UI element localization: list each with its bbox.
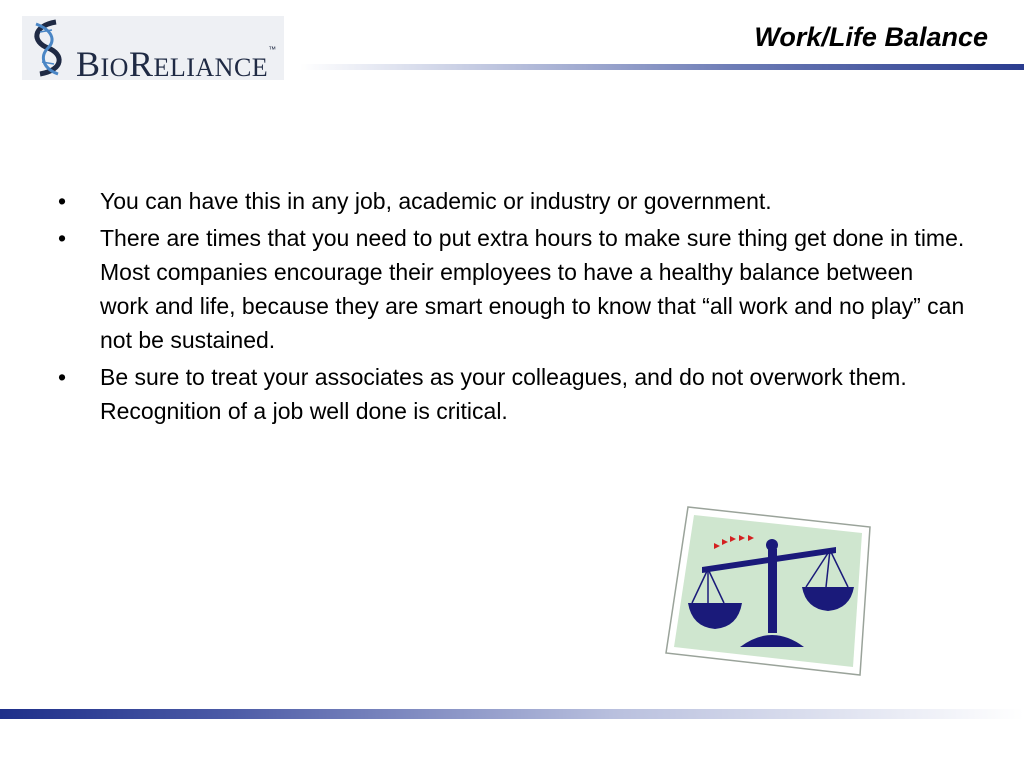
balance-scale-icon: [664, 505, 876, 677]
bullet-item: [58, 184, 968, 218]
bullet-marker: •: [58, 364, 67, 390]
logo-trademark: ™: [268, 45, 277, 54]
footer-divider: [0, 709, 1024, 719]
bullet-text: There are times that you need to put extra hours to make sure thing get done in time. Most companies encourage their employees to have a healthy balance between work and life, because they are smart enough to know that “all work and no play” can not be sustained.: [100, 225, 965, 353]
header-divider: [300, 64, 1024, 70]
bullet-marker: •: [58, 188, 67, 214]
bullet-item: [58, 221, 968, 357]
bullet-text: Be sure to treat your associates as your colleagues, and do not overwork them. Recognition of a job well done is critical.: [100, 364, 907, 424]
company-logo: [22, 16, 284, 84]
logo-brand-name: BIORELIANCE: [76, 44, 269, 84]
bullet-item: [58, 360, 968, 428]
bullet-text: You can have this in any job, academic or industry or government.: [100, 188, 772, 214]
slide-title: Work/Life Balance: [754, 22, 988, 52]
logo-wordmark: [76, 30, 277, 88]
bullet-list: [58, 184, 968, 431]
dna-helix-icon: [22, 16, 76, 80]
bullet-marker: •: [58, 225, 67, 251]
